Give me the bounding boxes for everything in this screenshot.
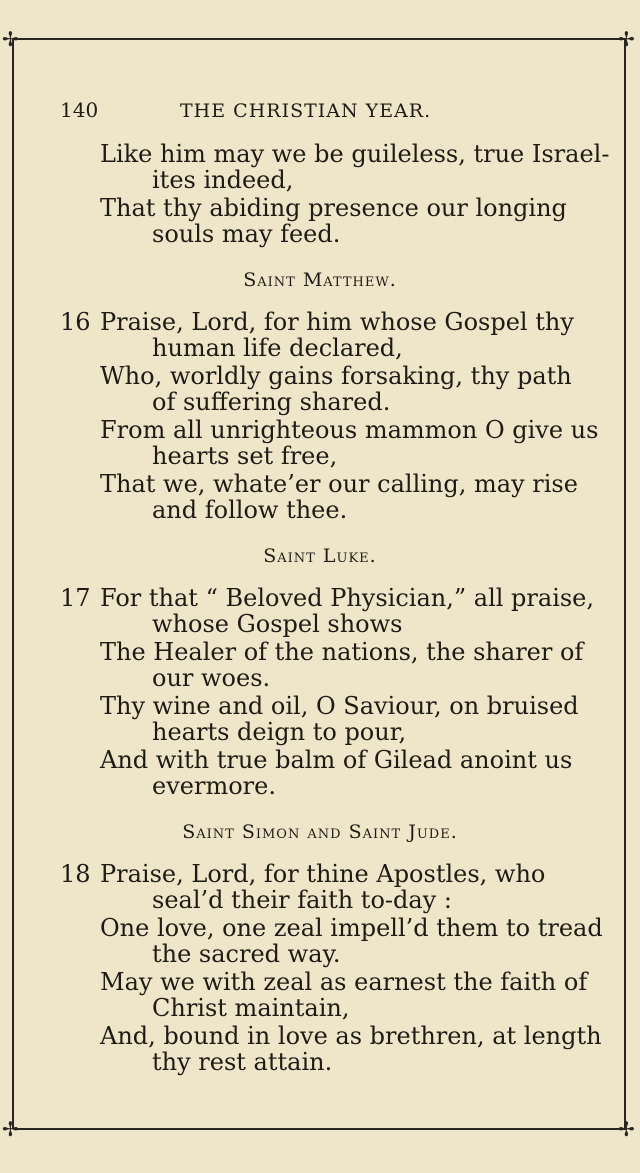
left-border-rule	[12, 38, 14, 1129]
corner-cross-icon: ✢	[618, 1117, 635, 1141]
verse-line: Who, worldly gains forsaking, thy path	[100, 362, 572, 390]
verse-line: hearts deign to pour,	[152, 718, 407, 746]
verse-line: From all unrighteous mammon O give us	[100, 416, 599, 444]
verse-line: The Healer of the nations, the sharer of	[100, 638, 584, 666]
section-heading: Saint Luke.	[263, 545, 377, 567]
top-border-rule	[14, 38, 626, 40]
verse-line: May we with zeal as earnest the faith of	[100, 968, 588, 996]
verse-line: ites indeed,	[152, 166, 294, 194]
verse-line: Praise, Lord, for him whose Gospel thy	[100, 308, 574, 336]
verse-line: our woes.	[152, 664, 271, 692]
verse-line: And, bound in love as brethren, at length	[100, 1022, 602, 1050]
right-border-rule	[624, 38, 626, 1129]
verse-number: 18	[60, 860, 91, 888]
verse-line: And with true balm of Gilead anoint us	[100, 746, 573, 774]
verse-line: human life declared,	[152, 334, 403, 362]
verse-line: That we, whate’er our calling, may rise	[100, 470, 578, 498]
verse-line: the sacred way.	[152, 940, 341, 968]
verse-line: For that “ Beloved Physician,” all praise,	[100, 584, 595, 612]
verse-line: Praise, Lord, for thine Apostles, who	[100, 860, 546, 888]
verse-number: 17	[60, 584, 91, 612]
corner-cross-icon: ✢	[618, 27, 635, 51]
verse-line: Christ maintain,	[152, 994, 350, 1022]
section-heading: Saint Matthew.	[243, 269, 397, 291]
verse-line: thy rest attain.	[152, 1048, 333, 1076]
running-header	[60, 98, 580, 126]
verse-line: seal’d their faith to-day :	[152, 886, 452, 914]
verse-line: Thy wine and oil, O Saviour, on bruised	[100, 692, 579, 720]
bottom-border-rule	[14, 1128, 626, 1130]
verse-line: souls may feed.	[152, 220, 341, 248]
page-number: 140	[60, 98, 99, 122]
verse-line: evermore.	[152, 772, 276, 800]
running-title: THE CHRISTIAN YEAR.	[180, 100, 432, 122]
section-heading: Saint Simon and Saint Jude.	[182, 821, 458, 843]
verse-line: One love, one zeal impell’d them to tread	[100, 914, 603, 942]
verse-line: hearts set free,	[152, 442, 338, 470]
verse-line: That thy abiding presence our longing	[100, 194, 567, 222]
verse-line: of suffering shared.	[152, 388, 391, 416]
verse-line: Like him may we be guileless, true Israel-	[100, 140, 610, 168]
verse-line: and follow thee.	[152, 496, 348, 524]
verse-number: 16	[60, 308, 91, 336]
corner-cross-icon: ✢	[2, 27, 19, 51]
verse-line: whose Gospel shows	[152, 610, 403, 638]
corner-cross-icon: ✢	[2, 1117, 19, 1141]
